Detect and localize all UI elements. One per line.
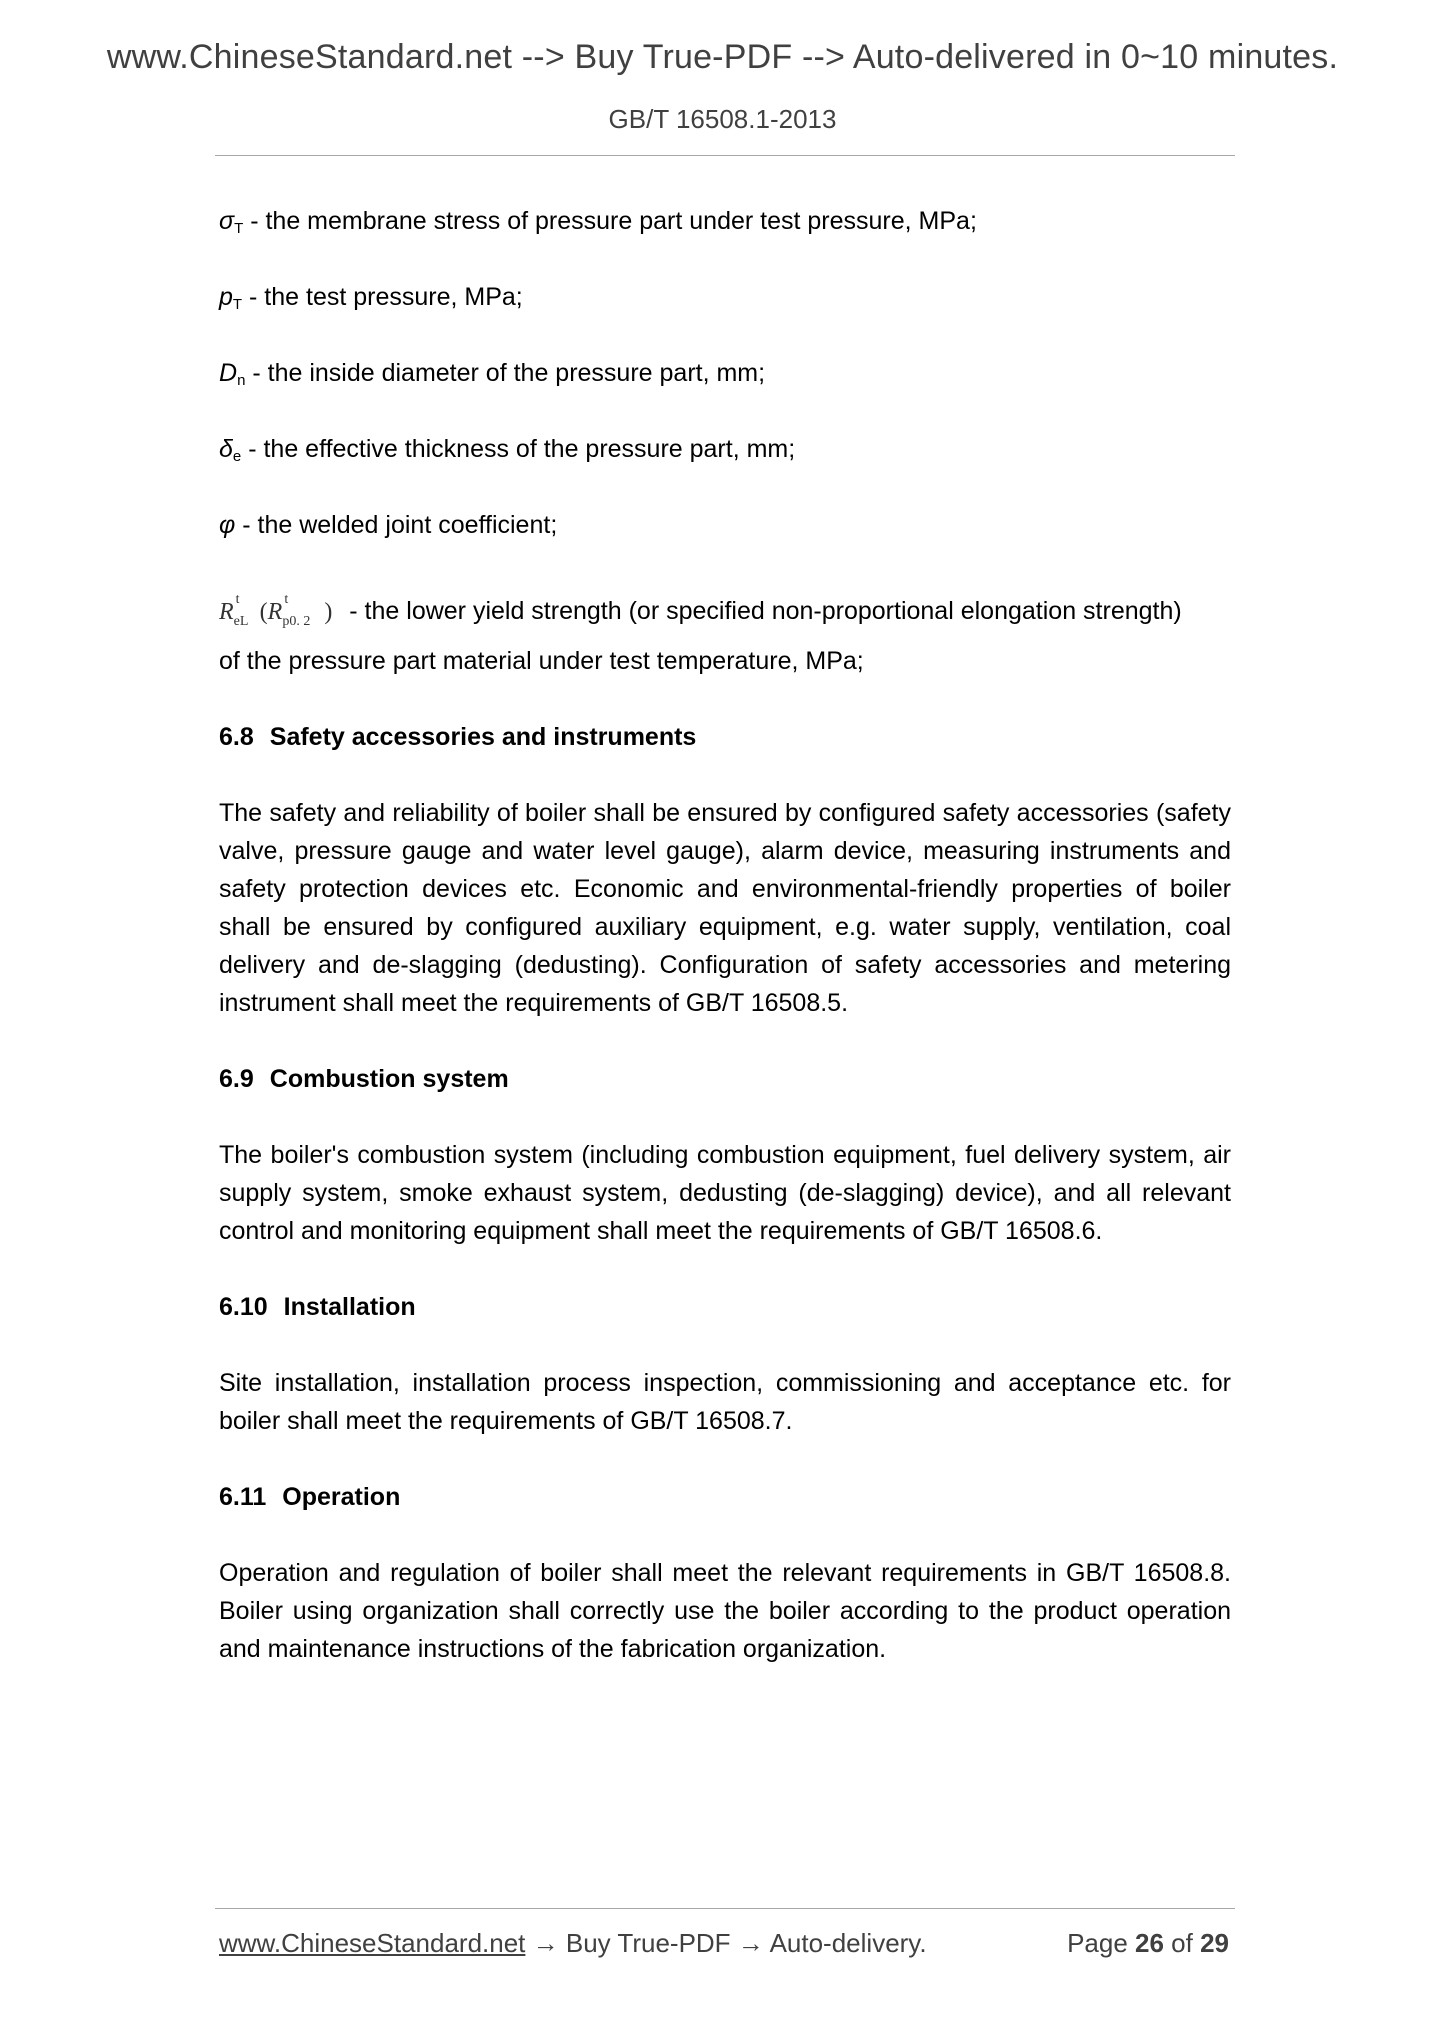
section-title: Safety accessories and instruments: [269, 723, 697, 751]
definition-text: - the inside diameter of the pressure part, mm;: [245, 359, 766, 387]
formula-symbol-r: R: [219, 599, 234, 625]
symbol-subscript: T: [232, 296, 243, 313]
formula-superscript: t: [284, 592, 289, 607]
footer-divider: [215, 1908, 1235, 1909]
page-content: [219, 202, 1231, 1706]
formula-index-2: [282, 592, 324, 629]
symbol: p: [219, 283, 233, 311]
section-heading-6-9: [219, 1060, 1231, 1098]
formula-index-1: [233, 592, 260, 629]
formula-subscript: p0. 2: [282, 614, 311, 629]
section-number: 6.10: [219, 1293, 268, 1321]
of-label: of: [1163, 1928, 1201, 1958]
yield-strength-formula: [219, 593, 332, 631]
symbol: φ: [219, 511, 236, 539]
section-body-6-10: Site installation, installation process inspection, commissioning and acceptance etc. for boiler shall meet the requirements of GB/T 16508.7.: [219, 1369, 1231, 1435]
page-indicator: [1067, 1928, 1229, 1959]
formula-superscript: t: [235, 592, 240, 607]
page-label: Page: [1067, 1928, 1136, 1958]
symbol: D: [219, 359, 238, 387]
top-banner: www.ChineseStandard.net --> Buy True-PDF --> Auto-delivered in 0~10 minutes.: [106, 38, 1339, 76]
definition-phi: [219, 506, 1231, 544]
definition-text: - the test pressure, MPa;: [242, 283, 523, 311]
header-divider: [215, 155, 1235, 156]
section-title: Installation: [283, 1293, 416, 1321]
symbol-subscript: T: [234, 220, 244, 237]
section-heading-6-11: [219, 1478, 1231, 1516]
page-number: 26: [1135, 1928, 1164, 1958]
definition-text: - the welded joint coefficient;: [235, 511, 558, 539]
definition-sigma-t: [219, 202, 1231, 240]
definition-text: - the effective thickness of the pressure part, mm;: [241, 435, 796, 463]
footer: [219, 1928, 1229, 1959]
symbol-subscript: e: [232, 448, 242, 465]
section-body-6-9: The boiler's combustion system (including combustion equipment, fuel delivery system, air supply system, smoke exhaust system, dedusting (de-slagging) device), and all relevant control and monitoring equipment shall meet the requirements of GB/T 16508.6.: [219, 1141, 1231, 1245]
formula-close-paren: ): [324, 599, 333, 625]
definition-delta-e: [219, 430, 1231, 468]
section-number: 6.8: [219, 723, 254, 751]
section-title: Operation: [282, 1483, 401, 1511]
footer-site-link[interactable]: www.ChineseStandard.net: [219, 1928, 526, 1958]
formula-open-paren: (: [259, 599, 268, 625]
yield-strength-definition: [219, 592, 1231, 630]
page-total: 29: [1200, 1928, 1229, 1958]
section-heading-6-8: [219, 718, 1231, 756]
formula-subscript: eL: [233, 614, 249, 629]
definition-d-n: [219, 354, 1231, 392]
symbol: δ: [219, 435, 233, 463]
definition-p-t: [219, 278, 1231, 316]
yield-strength-continuation: of the pressure part material under test temperature, MPa;: [219, 647, 864, 675]
symbol: σ: [219, 207, 235, 235]
yield-strength-text: - the lower yield strength (or specified non-proportional elongation strength): [342, 597, 1182, 625]
formula-symbol-r: R: [267, 599, 283, 625]
footer-text: → Buy True-PDF → Auto-delivery.: [525, 1928, 927, 1958]
section-body-6-11: Operation and regulation of boiler shall meet the relevant requirements in GB/T 16508.8. Boiler using organization shall correctly use the boiler according to the product operation and maintenance instructions of the fabrication organization.: [219, 1559, 1231, 1663]
section-number: 6.9: [219, 1065, 254, 1093]
section-number: 6.11: [219, 1483, 267, 1511]
section-title: Combustion system: [269, 1065, 509, 1093]
section-heading-6-10: [219, 1288, 1231, 1326]
standard-code: GB/T 16508.1-2013: [608, 104, 837, 134]
definition-text: - the membrane stress of pressure part under test pressure, MPa;: [243, 207, 977, 235]
symbol-subscript: n: [237, 372, 246, 389]
section-body-6-8: The safety and reliability of boiler shall be ensured by configured safety accessories (safety valve, pressure gauge and water level gauge), alarm device, measuring instruments and safety protection devices etc. Economic and environmental-friendly properties of boiler shall be ensured by configured auxiliary equipment, e.g. water supply, ventilation, coal delivery and de-slagging (dedusting). Configuration of safety accessories and metering instrument shall meet the requirements of GB/T 16508.5.: [219, 799, 1231, 1017]
